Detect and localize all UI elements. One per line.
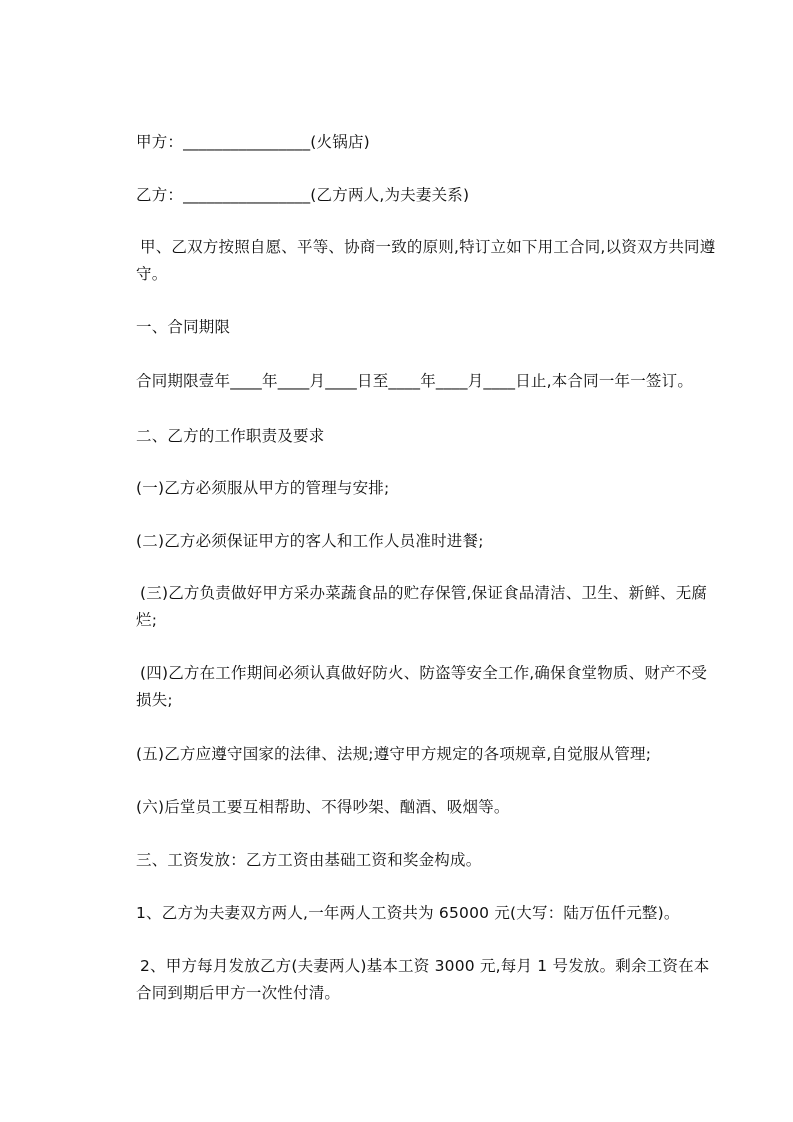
contract-term-line: 合同期限壹年____年____月____日至____年____月____日止,本合同一年一签订。 bbox=[136, 372, 694, 390]
duty-item-3: (三)乙方负责做好甲方采办菜蔬食品的贮存保管,保证食品清洁、卫生、新鲜、无腐烂; bbox=[136, 584, 708, 629]
section-3-title: 三、工资发放：乙方工资由基础工资和奖金构成。 bbox=[136, 851, 482, 869]
salary-item-1: 1、乙方为夫妻双方两人,一年两人工资共为 65000 元(大写：陆万伍仟元整)。 bbox=[136, 904, 680, 922]
intro-paragraph: 甲、乙双方按照自愿、平等、协商一致的原则,特订立如下用工合同,以资双方共同遵守。 bbox=[136, 238, 716, 283]
duty-item-4: (四)乙方在工作期间必须认真做好防火、防盗等安全工作,确保食堂物质、财产不受损失; bbox=[136, 664, 708, 709]
party-b-line: 乙方：________________(乙方两人,为夫妻关系) bbox=[136, 186, 470, 204]
duty-item-2: (二)乙方必须保证甲方的客人和工作人员准时进餐; bbox=[136, 532, 484, 550]
duty-item-6: (六)后堂员工要互相帮助、不得吵架、酗酒、吸烟等。 bbox=[136, 798, 510, 816]
salary-item-2: 2、甲方每月发放乙方(夫妻两人)基本工资 3000 元,每月 1 号发放。剩余工资在本合同到期后甲方一次性付清。 bbox=[136, 957, 710, 1002]
section-1-title: 一、合同期限 bbox=[136, 318, 231, 336]
party-a-line: 甲方：________________(火锅店) bbox=[136, 133, 370, 151]
duty-item-1: (一)乙方必须服从甲方的管理与安排; bbox=[136, 479, 390, 497]
duty-item-5: (五)乙方应遵守国家的法律、法规;遵守甲方规定的各项规章,自觉服从管理; bbox=[136, 745, 652, 763]
section-2-title: 二、乙方的工作职责及要求 bbox=[136, 427, 325, 445]
